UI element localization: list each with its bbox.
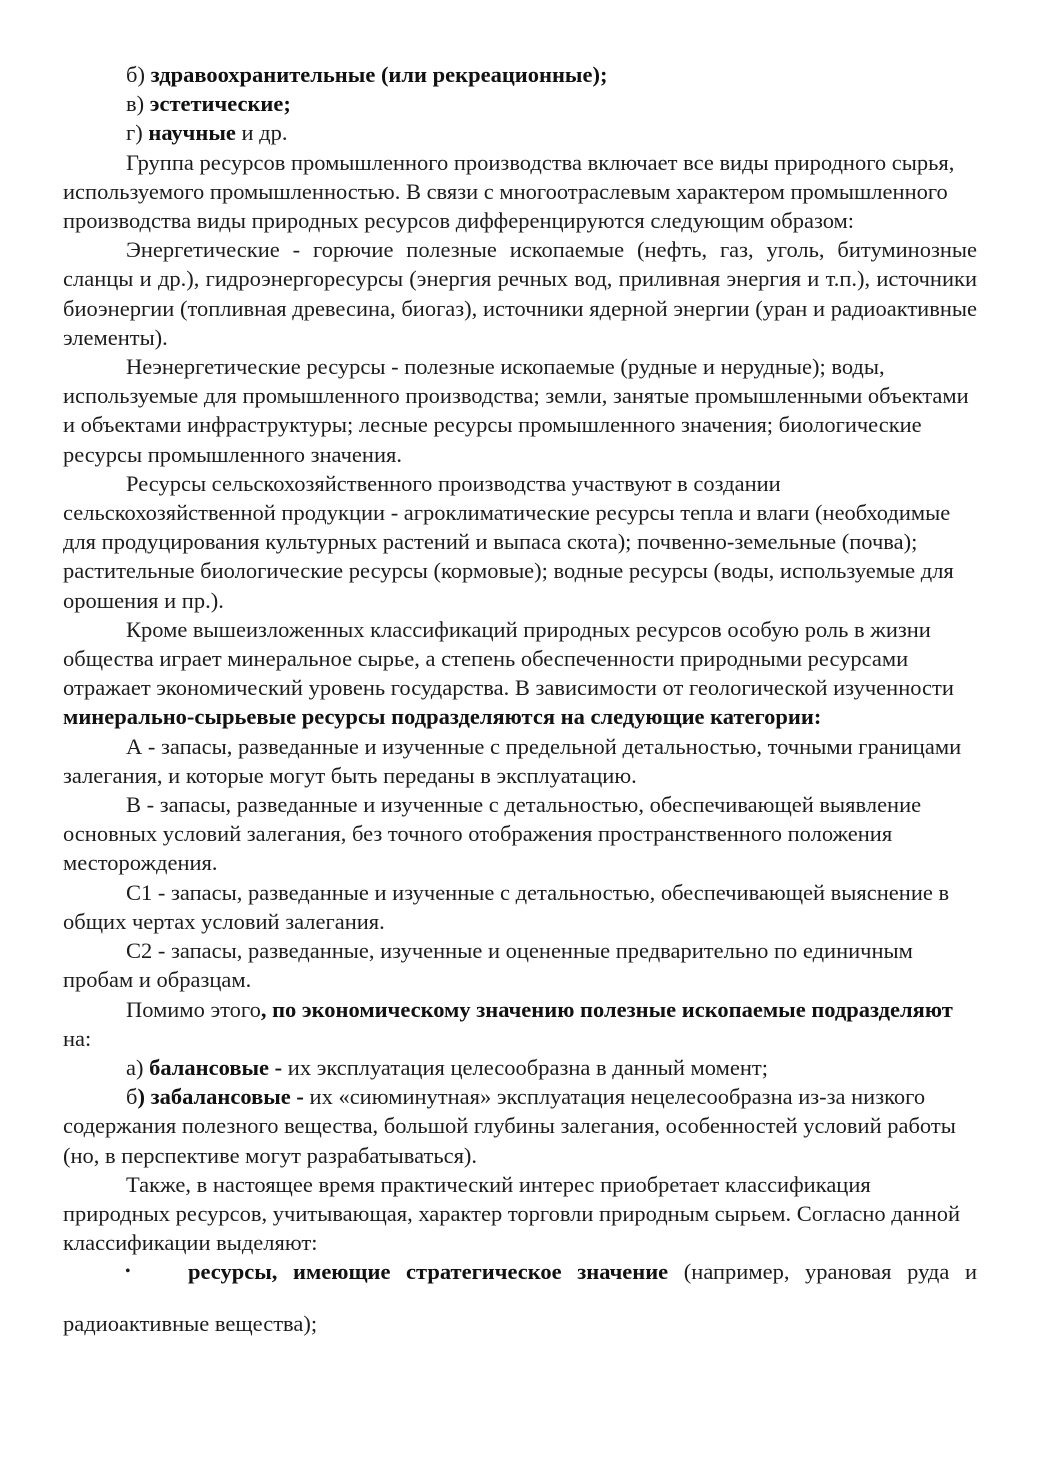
item-bold: здравоохранительные (или рекреационные);: [150, 62, 608, 87]
item-bold: балансовые -: [149, 1054, 283, 1080]
item-prefix: б): [126, 62, 151, 87]
paragraph-category-c2: С2 - запасы, разведанные, изученные и оцененные предварительно по единичным пробам и образцам.: [63, 938, 913, 993]
paragraph-text: на:: [63, 1025, 92, 1051]
item-prefix: в): [126, 91, 150, 117]
paragraph-economic: [63, 995, 977, 1053]
paragraph-text: Помимо этого: [126, 996, 261, 1022]
list-item-off-balance: [63, 1082, 977, 1170]
paragraph-trade: Также, в настоящее время практический интерес приобретает классификация природных ресурсов, учитывающая, характер торговли природным сырьем. Согласно данной классификации выделяют:: [63, 1171, 961, 1256]
list-item-scientific: [63, 118, 977, 147]
paragraph-mineral: [63, 615, 977, 732]
bullet-first-line: [63, 1257, 977, 1286]
item-bold: научные: [148, 120, 236, 146]
item-prefix: г): [126, 120, 149, 146]
item-bold: ) забалансовые -: [137, 1084, 304, 1110]
paragraph-non-energy: Неэнергетические ресурсы - полезные ископаемые (рудные и нерудные); воды, используемые для промышленного производства; земли, занятые промышленными объектами и объектами инфраструктуры; лесные ресурсы промышленного значения; биологические ресурсы промышленного значения.: [63, 354, 969, 467]
list-item-balance: [63, 1053, 977, 1082]
item-suffix: и др.: [235, 120, 288, 146]
paragraph-agricultural: Ресурсы сельскохозяйственного производства участвуют в создании сельскохозяйственной продукции - агроклиматические ресурсы тепла и влаги (необходимые для продуцирования культурных растений и выпаса скота); почвенно-земельные (почва); растительные биологические ресурсы (кормовые); водные ресурсы (воды, используемые для орошения и пр.).: [63, 470, 954, 613]
bullet-continuation: радиоактивные вещества);: [63, 1310, 318, 1336]
paragraph-text: Кроме вышеизложенных классификаций природных ресурсов особую роль в жизни общества играет минеральное сырье, а степень обеспеченности природными ресурсами отражает экономический уровень государства. В зависимости от геологической изученности: [63, 616, 954, 701]
item-text: их «сиюминутная» эксплуатация нецелесообразна из-за низкого содержания полезного вещества, большой глубины залегания, особенностей условий работы (но, в перспективе могут разрабатываться).: [63, 1084, 956, 1168]
item-prefix: а): [126, 1054, 150, 1080]
bullet-text: (например, урановая руда и: [668, 1259, 977, 1285]
list-item-health: [63, 60, 977, 89]
paragraph-energy: Энергетические - горючие полезные ископаемые (нефть, газ, уголь, битуминозные сланцы и др.), гидроэнергоресурсы (энергия речных вод, приливная энергия и т.п.), источники биоэнергии (топливная древесина, биогаз), источники ядерной энергии (уран и радиоактивные элементы).: [63, 237, 977, 350]
paragraph-category-b: В - запасы, разведанные и изученные с детальностью, обеспечивающей выявление основных условий залегания, без точного отображения пространственного положения месторождения.: [63, 792, 922, 876]
bullet-icon: •: [125, 1263, 131, 1281]
item-bold: эстетические;: [149, 91, 291, 117]
item-text: их эксплуатация целесообразна в данный момент;: [282, 1054, 768, 1080]
bullet-item-strategic: [63, 1257, 977, 1337]
paragraph-bold: , по экономическому значению полезные ископаемые подразделяют: [260, 996, 953, 1022]
item-prefix: б: [126, 1084, 138, 1110]
list-item-aesthetic: [63, 89, 977, 118]
paragraph-category-a: А - запасы, разведанные и изученные с предельной детальностью, точными границами залегания, и которые могут быть переданы в эксплуатацию.: [63, 733, 962, 788]
paragraph-bold: минерально-сырьевые ресурсы подразделяются на следующие категории:: [63, 704, 822, 730]
bullet-bold: ресурсы, имеющие стратегическое значение: [188, 1259, 669, 1285]
paragraph-industrial: Группа ресурсов промышленного производства включает все виды природного сырья, используемого промышленностью. В связи с многоотраслевым характером промышленного производства виды природных ресурсов дифференцируются следующим образом:: [63, 149, 955, 234]
paragraph-category-c1: С1 - запасы, разведанные и изученные с детальностью, обеспечивающей выяснение в общих чертах условий залегания.: [63, 879, 950, 934]
